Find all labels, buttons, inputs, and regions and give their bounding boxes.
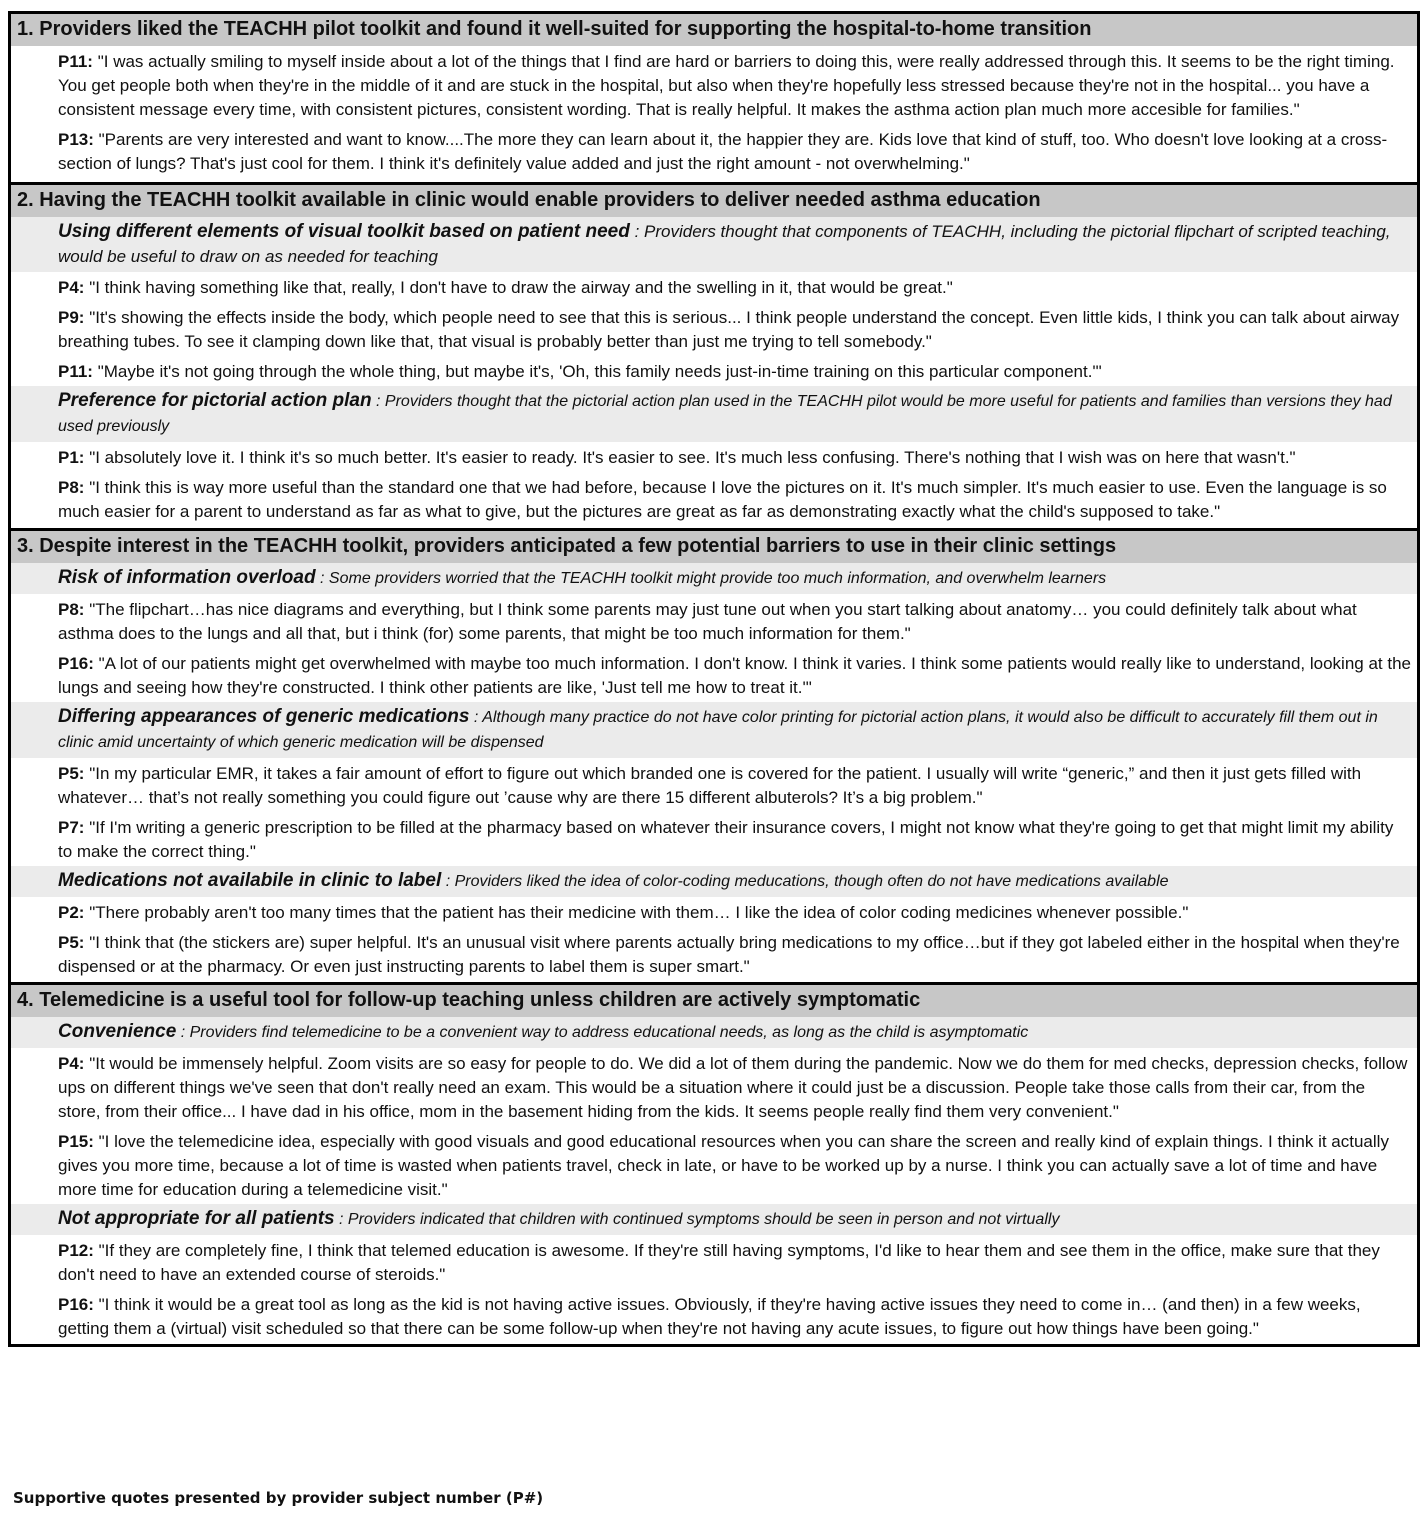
quote-row [10, 442, 1419, 472]
quote [11, 812, 1417, 866]
theme-header-row [10, 984, 1419, 1018]
quote [11, 1235, 1417, 1289]
provider-id: P8: [58, 478, 85, 497]
theme-title: 2. Having the TEACHH toolkit available in clinic would enable providers to deliver needed asthma education [17, 189, 1041, 211]
subtheme-name: Using different elements of visual toolkit based on patient need [58, 221, 630, 242]
provider-id: P9: [58, 308, 85, 327]
provider-id: P15: [58, 1132, 94, 1151]
subtheme-name: Medications not availabile in clinic to label [58, 870, 442, 891]
quote [11, 758, 1417, 812]
quote-row [10, 812, 1419, 866]
theme-title: 1. Providers liked the TEACHH pilot toolkit and found it well-suited for supporting the hospital-to-home transition [17, 18, 1092, 40]
provider-id: P11: [58, 52, 93, 71]
quote-row [10, 1126, 1419, 1204]
quote-row [10, 124, 1419, 184]
quote-text: "A lot of our patients might get overwhelmed with maybe too much information. I don't know. I think it varies. I think some patients would really like to understand, looking at the lungs and seeing how they're constructed. I think other patients are like, 'Just tell me how to treat it.'" [58, 654, 1411, 697]
quote-row [10, 927, 1419, 984]
provider-id: P13: [58, 130, 94, 149]
subtheme [11, 1017, 1417, 1048]
quote-text: "The flipchart…has nice diagrams and everything, but I think some parents may just tune out when you start talking about anatomy… you could definitely talk about what asthma does to the lungs and all that, but i think (for) some parents, that might be too much information for them." [58, 600, 1357, 643]
subtheme-name: Differing appearances of generic medications [58, 706, 470, 727]
subtheme-description: : Providers thought that components of TEACHH, including the pictorial flipchart of scripted teaching, would be useful to draw on as needed for teaching [58, 222, 1391, 266]
quote-text: "Parents are very interested and want to know....The more they can learn about it, the happier they are. Kids love that kind of stuff, too. Who doesn't love looking at a cross-section of lungs? That's just cool for them. I think it's definitely value added and just the right amount - not overwhelming." [58, 130, 1388, 173]
subtheme-name: Risk of information overload [58, 567, 316, 588]
quote-text: "If they are completely fine, I think that telemed education is awesome. If they're still having symptoms, I'd like to hear them and see them in the office, make sure that they don't need to have an extended course of steroids." [58, 1241, 1380, 1284]
quote-row [10, 1289, 1419, 1346]
subtheme [11, 1204, 1417, 1235]
quote-row [10, 1235, 1419, 1289]
provider-id: P5: [58, 764, 85, 783]
provider-id: P1: [58, 448, 85, 467]
quote [11, 897, 1417, 927]
quote [11, 1126, 1417, 1204]
quote [11, 1289, 1417, 1344]
provider-id: P16: [58, 654, 94, 673]
provider-id: P8: [58, 600, 85, 619]
subtheme-description: : Although many practice do not have color printing for pictorial action plans, it would also be difficult to accurately fill them out in clinic amid uncertainty of which generic medication will be dispensed [58, 709, 1378, 751]
quote-row [10, 1048, 1419, 1126]
subtheme [11, 563, 1417, 594]
quote [11, 927, 1417, 982]
subtheme-name: Not appropriate for all patients [58, 1208, 335, 1229]
quote [11, 124, 1417, 182]
theme-title: 4. Telemedicine is a useful tool for follow-up teaching unless children are actively symptomatic [17, 989, 921, 1011]
quote-text: "If I'm writing a generic prescription to be filled at the pharmacy based on whatever their insurance covers, I might not know what they're going to get that might limit my ability to make the correct thing." [58, 818, 1394, 861]
quote-text: "I think this is way more useful than the standard one that we had before, because I love the pictures on it. It's much simpler. It's much easier to use. Even the language is so much easier for a parent to understand as far as what to give, but the pictures are great as far as demonstrating exactly what the child's supposed to take." [58, 478, 1387, 521]
subtheme-description: : Providers indicated that children with continued symptoms should be seen in person and not virtually [334, 1211, 1060, 1228]
subtheme-row [10, 866, 1419, 897]
quote [11, 648, 1417, 702]
quote-text: "In my particular EMR, it takes a fair amount of effort to figure out which branded one is covered for the patient. I usually will write “generic,” and then it just gets filled with whatever… that’s not really something you could figure out ’cause why are there 15 different albuterols? It’s a big problem." [58, 764, 1362, 807]
subtheme [11, 866, 1417, 897]
subtheme-description: : Providers thought that the pictorial action plan used in the TEACHH pilot would be more useful for patients and families than versions they had used previously [58, 393, 1392, 435]
theme-header-row [10, 184, 1419, 218]
subtheme-description: : Providers liked the idea of color-coding meducations, though often do not have medications available [441, 873, 1169, 890]
quote [11, 356, 1417, 386]
quote-text: "I absolutely love it. I think it's so much better. It's easier to ready. It's easier to see. It's much less confusing. There's nothing that I wish was on here that wasn't." [84, 448, 1296, 467]
table-caption: Supportive quotes presented by provider subject number (P#) [13, 1489, 544, 1507]
subtheme-row [10, 1017, 1419, 1048]
subtheme [11, 702, 1417, 758]
quote-row [10, 594, 1419, 648]
quote-row [10, 356, 1419, 386]
quotes-table [8, 11, 1420, 1347]
quote-text: "I love the telemedicine idea, especially with good visuals and good educational resources when you can share the screen and really kind of explain things. I think it actually gives you more time, because a lot of time is wasted when patients travel, check in late, or have to be worked up by a nurse. I think you can actually save a lot of time and have more time for education during a telemedicine visit." [58, 1132, 1389, 1199]
quote-row [10, 302, 1419, 356]
subtheme-description: : Providers find telemedicine to be a convenient way to address educational needs, as long as the child is asymptomatic [176, 1024, 1029, 1041]
subtheme-row [10, 563, 1419, 594]
provider-id: P12: [58, 1241, 94, 1260]
provider-id: P2: [58, 903, 85, 922]
quote [11, 594, 1417, 648]
theme-title: 3. Despite interest in the TEACHH toolkit, providers anticipated a few potential barriers to use in their clinic settings [17, 535, 1117, 557]
quote-text: "Maybe it's not going through the whole thing, but maybe it's, 'Oh, this family needs just-in-time training on this particular component.'" [92, 362, 1102, 381]
quote-text: "It's showing the effects inside the body, which people need to see that this is serious... I think people understand the concept. Even little kids, I think you can talk about airway breathing tubes. To see it clamping down like that, that visual is probably better than just me trying to tell somebody." [58, 308, 1400, 351]
quote-row [10, 897, 1419, 927]
subtheme-row [10, 386, 1419, 442]
subtheme [11, 386, 1417, 442]
quote-text: "I think having something like that, really, I don't have to draw the airway and the swelling in it, that would be great." [84, 278, 953, 297]
quote [11, 302, 1417, 356]
quote [11, 272, 1417, 302]
quote-text: "I was actually smiling to myself inside about a lot of the things that I find are hard or barriers to doing this, were really addressed through this. It seems to be the right timing. You get people both when they're in the middle of it and are stuck in the hospital, but also when they're hopefully less stressed because they're not in the hospital... you have a consistent message every time, with consistent pictures, consistent wording. That is really helpful. It makes the asthma action plan much more accesible for families." [58, 52, 1395, 119]
provider-id: P5: [58, 933, 85, 952]
quote-text: "I think that (the stickers are) super helpful. It's an unusual visit where parents actually bring medications to my office…but if they got labeled either in the hospital when they're dispensed or at the pharmacy. Or even just instructing parents to label them is super smart." [58, 933, 1400, 976]
quote-row [10, 272, 1419, 302]
quote [11, 442, 1417, 472]
theme-header-row [10, 13, 1419, 47]
provider-id: P4: [58, 1054, 85, 1073]
quote-row [10, 472, 1419, 530]
quote [11, 1048, 1417, 1126]
quote-text: "It would be immensely helpful. Zoom visits are so easy for people to do. We did a lot of them during the pandemic. Now we do them for med checks, depression checks, follow ups on different things we've seen that don't really need an exam. This would be a situation where it could just be a discussion. People take those calls from their car, from the store, from their office... I have dad in his office, mom in the basement hiding from the kids. It seems people really find them very convenient." [58, 1054, 1408, 1121]
subtheme-description: : Some providers worried that the TEACHH toolkit might provide too much information, and overwhelm learners [315, 570, 1107, 587]
subtheme [11, 217, 1417, 272]
quote-row [10, 46, 1419, 124]
subtheme-row [10, 702, 1419, 758]
subtheme-name: Preference for pictorial action plan [58, 390, 372, 411]
subtheme-row [10, 1204, 1419, 1235]
quote-text: "I think it would be a great tool as long as the kid is not having active issues. Obviously, if they're having active issues they need to come in… (and then) in a few weeks, getting them a (virtual) visit scheduled so that there can be some follow-up when they're not having any acute issues, to figure out how things have been going." [58, 1295, 1361, 1338]
quote-text: "There probably aren't too many times that the patient has their medicine with them… I like the idea of color coding medicines whenever possible." [84, 903, 1189, 922]
provider-id: P11: [58, 362, 93, 381]
quote-row [10, 648, 1419, 702]
theme-header-row [10, 530, 1419, 564]
provider-id: P7: [58, 818, 85, 837]
provider-id: P4: [58, 278, 85, 297]
quote [11, 472, 1417, 528]
subtheme-row [10, 217, 1419, 272]
quote [11, 46, 1417, 124]
provider-id: P16: [58, 1295, 94, 1314]
quote-row [10, 758, 1419, 812]
subtheme-name: Convenience [58, 1021, 177, 1042]
